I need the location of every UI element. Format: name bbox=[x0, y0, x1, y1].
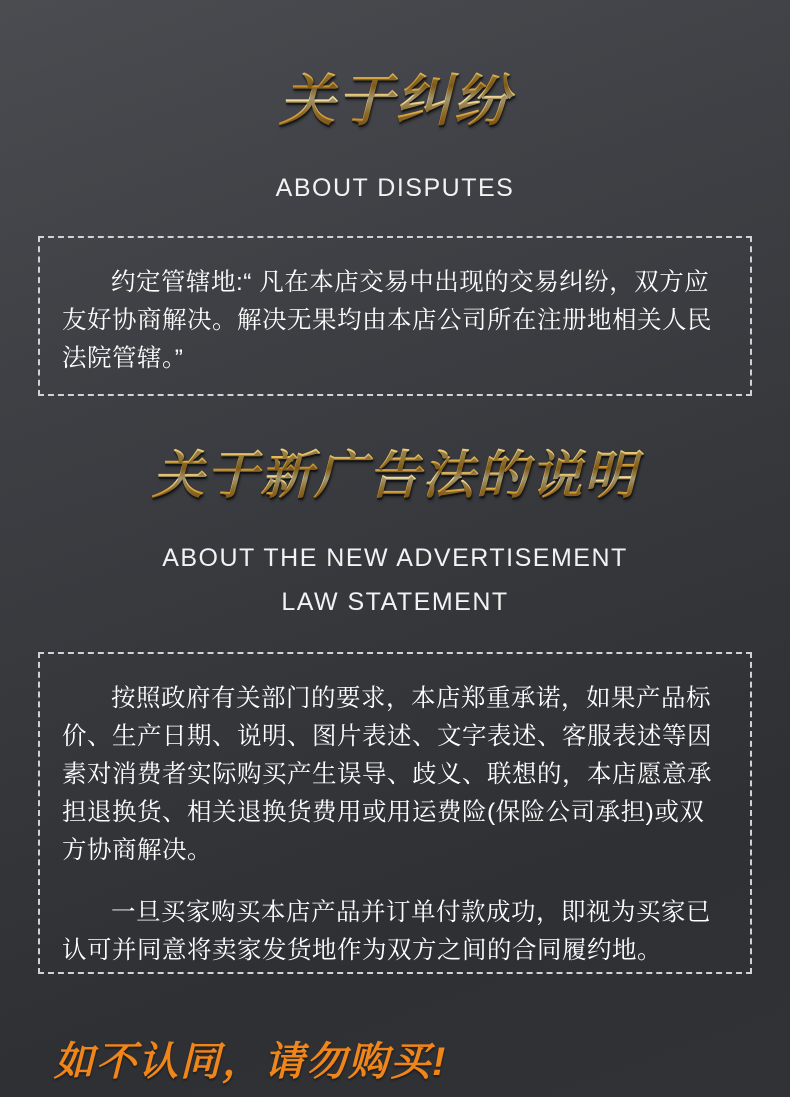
purchase-warning-text: 如不认同，请勿购买! bbox=[54, 1040, 448, 1085]
ad-law-title-en-line2: LAW STATEMENT bbox=[281, 588, 509, 617]
disputes-title-en: ABOUT DISPUTES bbox=[275, 173, 515, 202]
disputes-body-text: 约定管辖地:“ 凡在本店交易中出现的交易纠纷，双方应友好协商解决。解决无果均由本店公司所在注册地相关人民法院管辖。” bbox=[62, 268, 712, 372]
ad-law-paragraph-2: 一旦买家购买本店产品并订单付款成功，即视为买家已认可并同意将卖家发货地作为双方之间的合同履约地。 bbox=[62, 898, 711, 964]
disputes-title-cn: 关于纠纷 bbox=[38, 38, 752, 131]
page-root bbox=[0, 38, 790, 1097]
ad-law-title-en-line1: ABOUT THE NEW ADVERTISEMENT bbox=[162, 544, 628, 573]
disputes-box bbox=[38, 236, 752, 396]
ad-law-paragraph-1: 按照政府有关部门的要求，本店郑重承诺，如果产品标价、生产日期、说明、图片表述、文字表述、客服表述等因素对消费者实际购买产生误导、歧义、联想的，本店愿意承担退换货、相关退换货费用或用运费险(保险公司承担)或双方协商解决。 bbox=[62, 685, 712, 864]
ad-law-title-cn: 关于新广告法的说明 bbox=[38, 431, 752, 504]
ad-law-box bbox=[38, 652, 752, 974]
